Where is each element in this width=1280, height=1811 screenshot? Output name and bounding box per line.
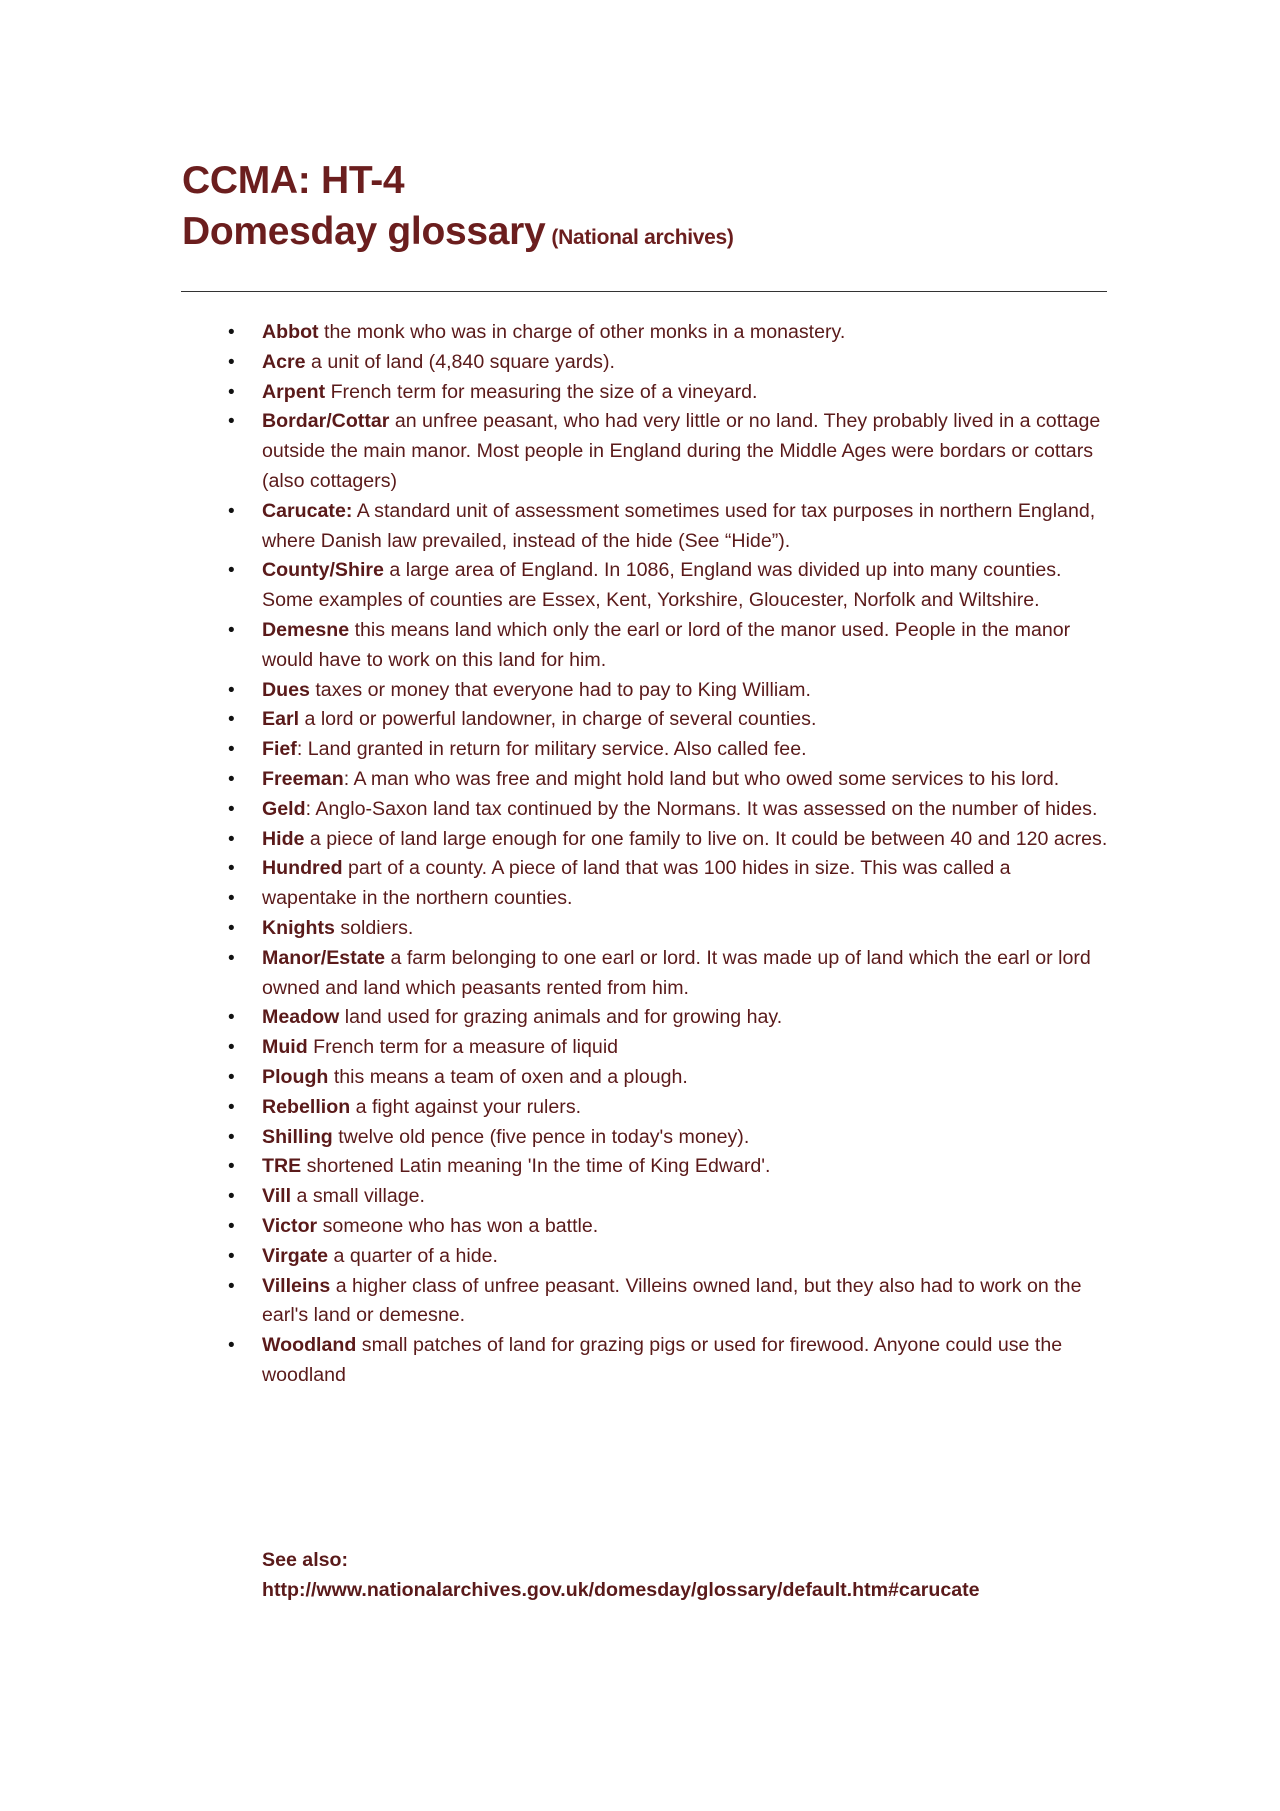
- bullet-icon: •: [228, 381, 235, 403]
- glossary-term: Shilling: [262, 1125, 333, 1148]
- title-block: [182, 156, 734, 264]
- glossary-item: [220, 676, 1110, 706]
- glossary-item: [220, 348, 1110, 378]
- glossary-item: [220, 914, 1110, 944]
- glossary-item: [220, 556, 1110, 616]
- glossary-item: [220, 1331, 1110, 1391]
- bullet-icon: •: [228, 768, 235, 790]
- glossary-term: Demesne: [262, 618, 350, 641]
- glossary-item: [220, 1152, 1110, 1182]
- glossary-definition: small patches of land for grazing pigs or used for firewood. Anyone could use the woodland: [262, 1334, 1063, 1386]
- bullet-icon: •: [228, 1037, 235, 1059]
- glossary-term: Vill: [262, 1185, 292, 1208]
- glossary-definition: soldiers.: [334, 916, 414, 939]
- glossary-definition: a fight against your rulers.: [350, 1095, 582, 1118]
- glossary-definition: : Anglo-Saxon land tax continued by the Normans. It was assessed on the number of hides.: [305, 797, 1098, 820]
- bullet-icon: •: [228, 1275, 235, 1297]
- glossary-definition: a unit of land (4,840 square yards).: [305, 350, 615, 373]
- bullet-icon: •: [228, 679, 235, 701]
- glossary-definition: land used for grazing animals and for growing hay.: [339, 1006, 783, 1029]
- glossary-definition: this means land which only the earl or lord of the manor used. People in the manor would have to work on this land for him.: [262, 618, 1071, 671]
- glossary-term: Manor/Estate: [262, 946, 386, 969]
- glossary-item: [220, 765, 1110, 795]
- document-code: CCMA: HT-4: [182, 159, 405, 202]
- glossary-item: [220, 1033, 1110, 1063]
- glossary-item: [220, 1123, 1110, 1153]
- glossary-definition: a lord or powerful landowner, in charge of several counties.: [299, 708, 817, 731]
- glossary-term: Arpent: [262, 380, 326, 403]
- glossary-item: [220, 944, 1110, 1004]
- bullet-icon: •: [228, 858, 235, 880]
- glossary-item: [220, 705, 1110, 735]
- glossary-item: [220, 1242, 1110, 1272]
- glossary-item: [220, 854, 1110, 884]
- glossary-term: Hide: [262, 827, 305, 850]
- bullet-icon: •: [228, 322, 235, 343]
- title-divider: [181, 291, 1107, 292]
- bullet-icon: •: [228, 500, 235, 522]
- see-also-block: [262, 1545, 980, 1605]
- glossary-item: [220, 1182, 1110, 1212]
- glossary-term: Knights: [262, 916, 335, 939]
- glossary-list: [220, 318, 1110, 1391]
- bullet-icon: •: [228, 917, 235, 939]
- glossary-definition: wapentake in the northern counties.: [262, 887, 573, 910]
- glossary-item: [220, 1063, 1110, 1093]
- glossary-term: Villeins: [262, 1274, 331, 1297]
- bullet-icon: •: [228, 1156, 235, 1178]
- glossary-term: Abbot: [262, 321, 319, 343]
- glossary-term: Geld: [262, 797, 306, 820]
- bullet-icon: •: [228, 739, 235, 761]
- glossary-term: Hundred: [262, 857, 343, 880]
- glossary-definition: this means a team of oxen and a plough.: [328, 1065, 688, 1088]
- bullet-icon: •: [228, 1126, 235, 1148]
- glossary-item: [220, 795, 1110, 825]
- page-subtitle: (National archives): [551, 226, 734, 249]
- glossary-term: Freeman: [262, 767, 344, 790]
- glossary-definition: a large area of England. In 1086, England was divided up into many counties. Some examples of counties are Essex, Kent, Yorkshire, Gloucester, Norfolk and Wiltshire.: [262, 559, 1062, 612]
- glossary-item: [220, 735, 1110, 765]
- page-title-text: Domesday glossary: [182, 210, 546, 253]
- glossary-term: Virgate: [262, 1244, 329, 1267]
- glossary-definition: a farm belonging to one earl or lord. It was made up of land which the earl or lord owned and land which peasants rented from him.: [262, 946, 1091, 999]
- bullet-icon: •: [228, 947, 235, 969]
- glossary-item: [220, 1212, 1110, 1242]
- glossary-definition: part of a county. A piece of land that was 100 hides in size. This was called a: [342, 857, 1011, 880]
- glossary-definition: taxes or money that everyone had to pay to King William.: [309, 678, 811, 701]
- glossary-item: [220, 407, 1110, 496]
- glossary-term: Plough: [262, 1065, 329, 1088]
- glossary-item: [220, 318, 1110, 348]
- glossary-definition: twelve old pence (five pence in today's money).: [332, 1125, 750, 1148]
- glossary-definition: a piece of land large enough for one family to live on. It could be between 40 and 120 acres.: [304, 827, 1108, 850]
- bullet-icon: •: [228, 888, 235, 910]
- glossary-term: County/Shire: [262, 559, 384, 582]
- bullet-icon: •: [228, 1215, 235, 1237]
- glossary-definition: a small village.: [291, 1185, 425, 1208]
- glossary-definition: a higher class of unfree peasant. Villeins owned land, but they also had to work on the earl's land or demesne.: [262, 1274, 1082, 1327]
- glossary-term: Dues: [262, 678, 310, 701]
- glossary-term: Woodland: [262, 1334, 357, 1357]
- glossary-term: Rebellion: [262, 1095, 351, 1118]
- bullet-icon: •: [228, 1096, 235, 1118]
- see-also-label: See also:: [262, 1549, 349, 1571]
- glossary-item: [220, 1272, 1110, 1332]
- bullet-icon: •: [228, 828, 235, 850]
- glossary-term: TRE: [262, 1155, 302, 1178]
- glossary-definition: French term for measuring the size of a vineyard.: [325, 380, 758, 403]
- glossary-definition: shortened Latin meaning 'In the time of King Edward'.: [301, 1155, 771, 1178]
- bullet-icon: •: [228, 709, 235, 731]
- glossary-item: [220, 497, 1110, 557]
- glossary-item: [220, 884, 1110, 914]
- glossary-item: [220, 1093, 1110, 1123]
- glossary-definition: A standard unit of assessment sometimes used for tax purposes in northern England, where Danish law prevailed, instead of the hide (See “Hide”).: [262, 499, 1096, 552]
- glossary-item: [220, 825, 1110, 855]
- page-title: [182, 206, 734, 264]
- see-also-link[interactable]: http://www.nationalarchives.gov.uk/domesday/glossary/default.htm#carucate: [262, 1579, 980, 1601]
- bullet-icon: •: [228, 798, 235, 820]
- glossary-term: Earl: [262, 708, 300, 731]
- glossary-definition: someone who has won a battle.: [317, 1214, 599, 1237]
- bullet-icon: •: [228, 351, 235, 373]
- glossary-term: Meadow: [262, 1006, 340, 1029]
- bullet-icon: •: [228, 560, 235, 582]
- bullet-icon: •: [228, 1245, 235, 1267]
- glossary-term: Muid: [262, 1036, 308, 1059]
- glossary-definition: : A man who was free and might hold land but who owed some services to his lord.: [343, 767, 1060, 790]
- glossary-definition: the monk who was in charge of other monks in a monastery.: [318, 321, 846, 343]
- bullet-icon: •: [228, 1007, 235, 1029]
- glossary-term: Bordar/Cottar: [262, 410, 390, 433]
- glossary-term: Acre: [262, 350, 306, 373]
- glossary-item: [220, 378, 1110, 408]
- glossary-term: Carucate:: [262, 499, 353, 522]
- glossary-term: Victor: [262, 1214, 318, 1237]
- glossary-definition: an unfree peasant, who had very little or no land. They probably lived in a cottage outside the main manor. Most people in England during the Middle Ages were bordars or cottars (also cottagers): [262, 410, 1101, 492]
- bullet-icon: •: [228, 619, 235, 641]
- glossary-item: [220, 616, 1110, 676]
- glossary-definition: : Land granted in return for military service. Also called fee.: [296, 738, 807, 761]
- glossary-item: [220, 1003, 1110, 1033]
- glossary-definition: French term for a measure of liquid: [307, 1036, 619, 1059]
- bullet-icon: •: [228, 411, 235, 433]
- bullet-icon: •: [228, 1066, 235, 1088]
- bullet-icon: •: [228, 1335, 235, 1357]
- bullet-icon: •: [228, 1186, 235, 1208]
- glossary-term: Fief: [262, 738, 297, 761]
- glossary-definition: a quarter of a hide.: [328, 1244, 499, 1267]
